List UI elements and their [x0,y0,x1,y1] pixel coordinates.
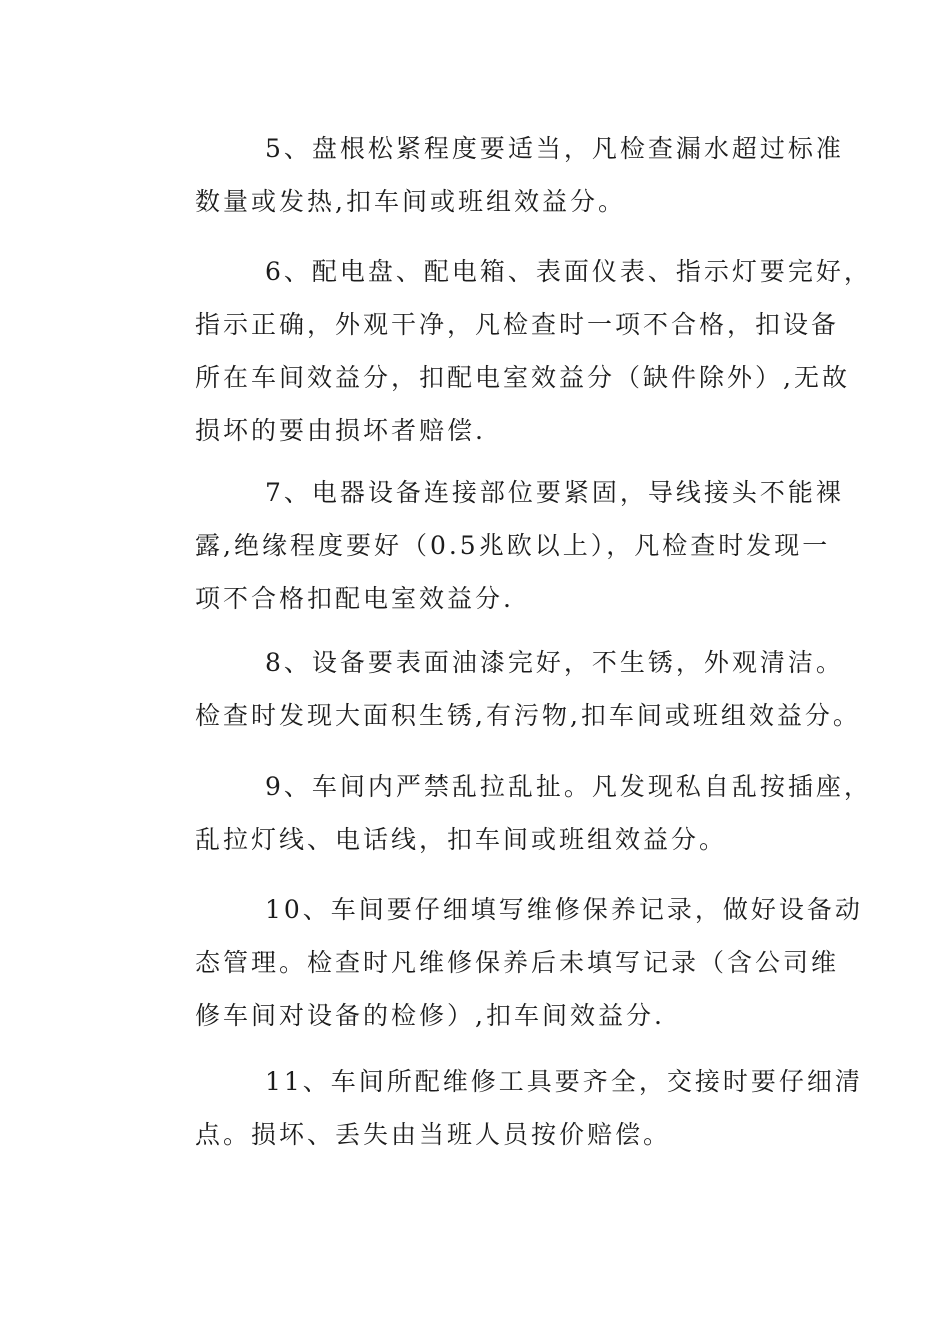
paragraph-item-11 [195,1055,863,1161]
paragraph-line: 点。损坏、丢失由当班人员按价赔偿。 [195,1120,672,1149]
paragraph-line: 11、车间所配维修工具要齐全，交接时要仔细清 [265,1067,863,1096]
paragraph-item-7 [195,466,844,625]
paragraph-item-5 [195,122,844,228]
paragraph-line: 损坏的要由损坏者赔偿. [195,416,486,445]
paragraph-line: 数量或发热,扣车间或班组效益分。 [195,187,626,216]
paragraph-line: 8、设备要表面油漆完好，不生锈，外观清洁。 [265,648,844,677]
paragraph-line: 项不合格扣配电室效益分. [195,584,514,613]
paragraph-line: 修车间对设备的检修）,扣车间效益分. [195,1001,665,1030]
paragraph-line: 乱拉灯线、电话线，扣车间或班组效益分。 [195,825,728,854]
paragraph-line: 6、配电盘、配电箱、表面仪表、指示灯要完好， [265,257,872,286]
paragraph-line: 10、车间要仔细填写维修保养记录，做好设备动 [265,895,863,924]
paragraph-item-9 [195,760,872,866]
paragraph-item-6 [195,245,872,457]
paragraph-item-10 [195,883,863,1042]
paragraph-line: 露,绝缘程度要好（0.5兆欧以上），凡检查时发现一 [195,531,831,560]
paragraph-line: 指示正确，外观干净，凡检查时一项不合格，扣设备 [195,310,840,339]
paragraph-line: 9、车间内严禁乱拉乱扯。凡发现私自乱按插座， [265,772,872,801]
paragraph-item-8 [195,636,861,742]
paragraph-line: 5、盘根松紧程度要适当，凡检查漏水超过标准 [265,134,844,163]
paragraph-line: 态管理。检查时凡维修保养后未填写记录（含公司维 [195,948,840,977]
paragraph-line: 所在车间效益分，扣配电室效益分（缺件除外）,无故 [195,363,850,392]
paragraph-line: 检查时发现大面积生锈,有污物,扣车间或班组效益分。 [195,701,861,730]
paragraph-line: 7、电器设备连接部位要紧固，导线接头不能裸 [265,478,844,507]
